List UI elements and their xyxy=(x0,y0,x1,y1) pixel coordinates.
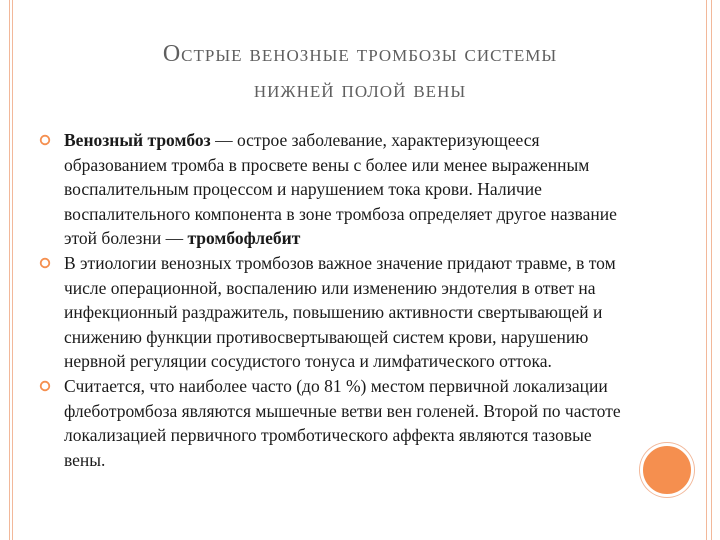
right-frame-border xyxy=(706,0,712,540)
list-item xyxy=(38,128,628,251)
list-item xyxy=(38,251,628,374)
list-item xyxy=(38,374,628,472)
title-line-1: Острые венозные тромбозы системы xyxy=(162,41,558,67)
slide-title xyxy=(40,36,680,108)
ring-bullet-icon xyxy=(38,256,52,270)
left-frame-border xyxy=(9,0,13,540)
ring-bullet-icon xyxy=(38,133,52,147)
item-text: В этиологии венозных тромбозов важное значение придают травме, в том числе операционной, воспалению или изменению эндотелия в ответ на инфекционный раздражитель, повышению активности свертывающей и снижению функции противосвертывающей систем крови, нарушению нервной регуляции сосудистого тонуса и лимфатического оттока. xyxy=(64,252,616,372)
item-text: Считается, что наиболее часто (до 81 %) местом первичной локализации флеботромбоза являются мышечные ветви вен голеней. Второй по частоте локализацией первичного тромботического аффекта являются тазовые вены. xyxy=(64,375,621,470)
decorative-circle-icon xyxy=(640,443,694,497)
item-text: — острое заболевание, характеризующееся образованием тромба в просвете вены с более или менее выраженным воспалительным процессом и нарушением тока крови. Наличие воспалительного компонента в зоне тромбоза определяет другое название этой болезни — xyxy=(64,130,617,249)
term-bold-end: тромбофлебит xyxy=(187,228,301,249)
ring-bullet-icon xyxy=(38,379,52,393)
bullet-list xyxy=(38,128,628,472)
title-line-2: нижней полой вены xyxy=(253,77,467,103)
term-bold: Венозный тромбоз xyxy=(64,130,211,150)
